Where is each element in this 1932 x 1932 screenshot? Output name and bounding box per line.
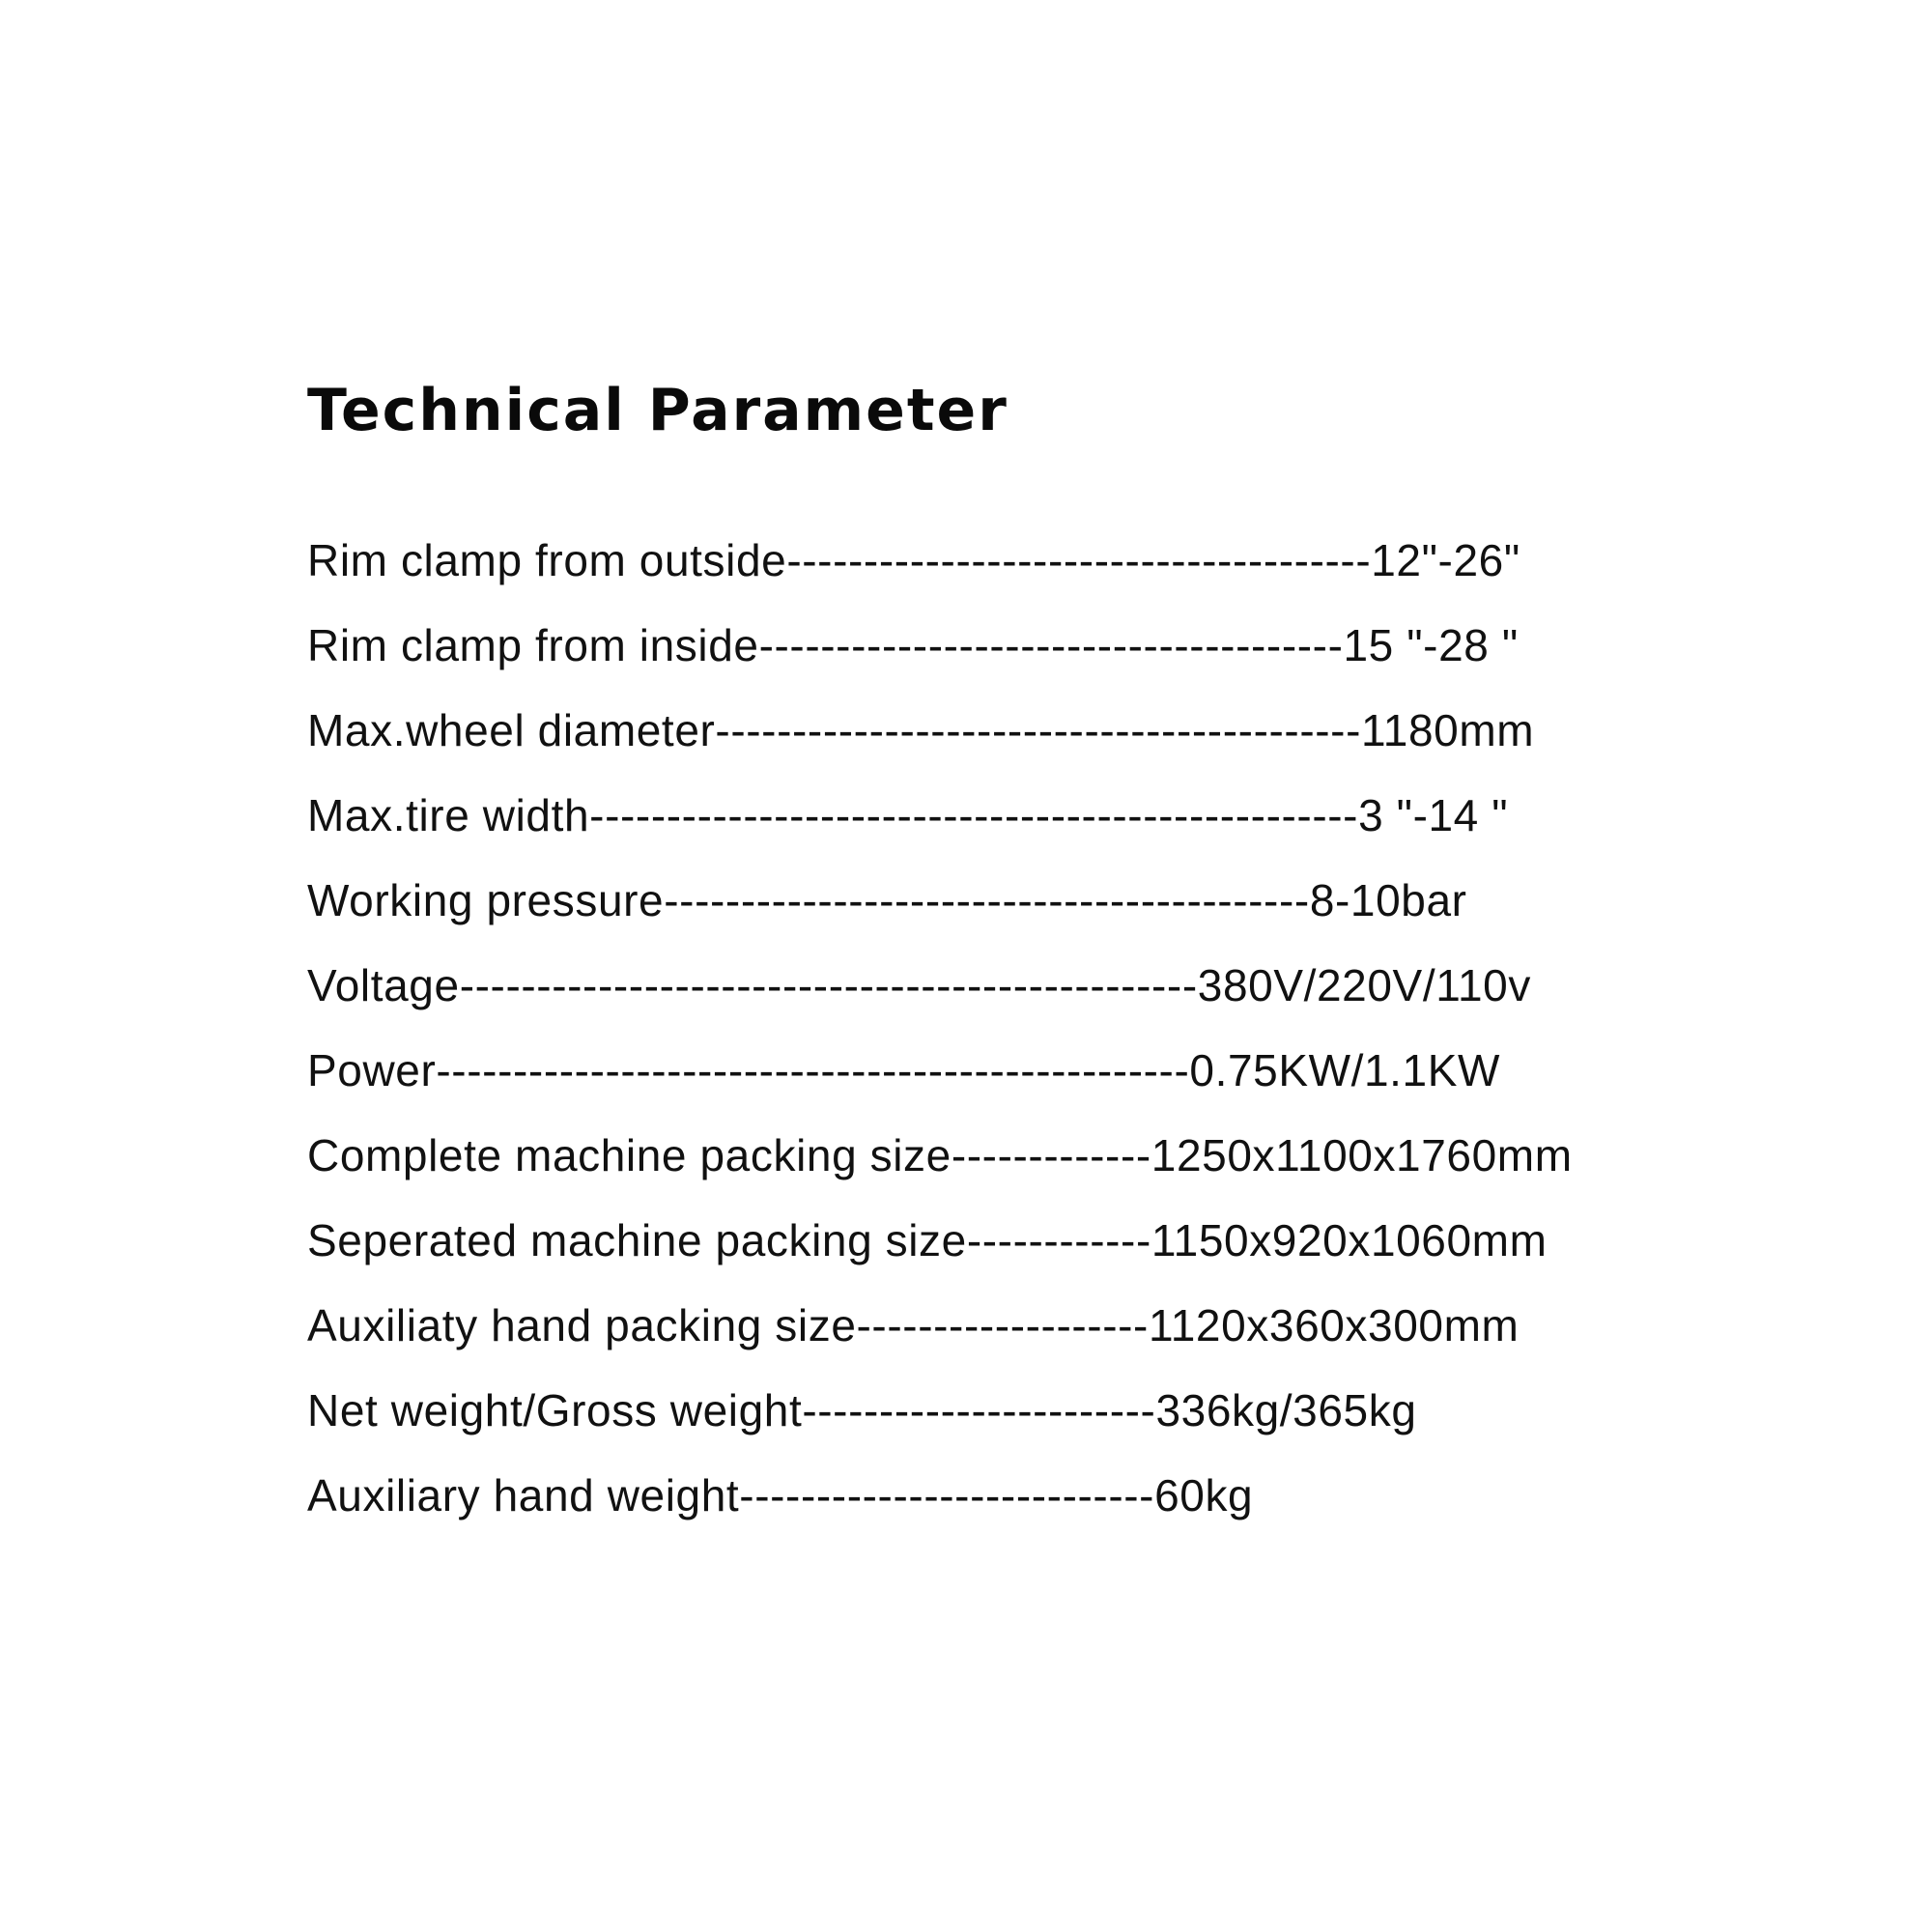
parameter-value: 8-10bar — [1309, 875, 1467, 925]
parameter-value: 380V/220V/110v — [1197, 960, 1531, 1010]
parameter-row-max-wheel-diameter — [307, 705, 1853, 793]
parameter-label: Max.wheel diameter — [307, 705, 716, 755]
parameter-label: Rim clamp from inside — [307, 620, 759, 670]
parameter-leader-dashes: --------------------------- — [739, 1470, 1155, 1520]
parameter-value: 3 "-14 " — [1358, 790, 1509, 840]
parameter-row-rim-clamp-inside — [307, 620, 1853, 708]
parameter-row-net-gross-weight — [307, 1385, 1853, 1473]
parameter-value: 1120x360x300mm — [1148, 1300, 1520, 1350]
parameter-row-auxiliary-hand-weight — [307, 1470, 1853, 1558]
parameter-leader-dashes: -------------------------------------------------- — [589, 790, 1359, 840]
parameter-row-rim-clamp-outside — [307, 535, 1853, 623]
parameter-leader-dashes: ------------- — [951, 1130, 1151, 1180]
parameter-label: Seperated machine packing size — [307, 1215, 967, 1265]
parameter-label: Voltage — [307, 960, 460, 1010]
parameter-value: 336kg/365kg — [1155, 1385, 1417, 1435]
parameter-label: Net weight/Gross weight — [307, 1385, 803, 1435]
parameter-label: Auxiliaty hand packing size — [307, 1300, 857, 1350]
parameter-value: 1250x1100x1760mm — [1151, 1130, 1573, 1180]
parameter-list — [307, 535, 1853, 1558]
parameter-leader-dashes: ------------------- — [856, 1300, 1149, 1350]
parameter-leader-dashes: ------------------------------------------------ — [459, 960, 1198, 1010]
parameter-label: Rim clamp from outside — [307, 535, 787, 585]
parameter-leader-dashes: ------------------------------------------ — [664, 875, 1310, 925]
parameter-leader-dashes: ------------------------------------------------- — [436, 1045, 1190, 1095]
parameter-value: 1180mm — [1361, 705, 1535, 755]
parameter-label: Complete machine packing size — [307, 1130, 952, 1180]
parameter-value: 1150x920x1060mm — [1151, 1215, 1548, 1265]
parameter-row-power — [307, 1045, 1853, 1133]
parameter-row-max-tire-width — [307, 790, 1853, 878]
parameter-row-auxiliary-hand-packing-size — [307, 1300, 1853, 1388]
parameter-value: 12"-26" — [1371, 535, 1520, 585]
parameter-leader-dashes: -------------------------------------- — [786, 535, 1372, 585]
parameter-label: Max.tire width — [307, 790, 590, 840]
parameter-value: 60kg — [1154, 1470, 1254, 1520]
parameter-row-complete-packing-size — [307, 1130, 1853, 1218]
parameter-label: Working pressure — [307, 875, 665, 925]
parameter-label: Power — [307, 1045, 437, 1095]
parameter-leader-dashes: -------------------------------------- — [758, 620, 1344, 670]
parameter-value: 0.75KW/1.1KW — [1189, 1045, 1501, 1095]
parameter-row-voltage — [307, 960, 1853, 1048]
parameter-row-separated-packing-size — [307, 1215, 1853, 1303]
document-title: Technical Parameter — [307, 377, 1009, 444]
parameter-leader-dashes: ------------ — [966, 1215, 1151, 1265]
parameter-leader-dashes: ----------------------- — [802, 1385, 1156, 1435]
parameter-row-working-pressure — [307, 875, 1853, 963]
parameter-label: Auxiliary hand weight — [307, 1470, 740, 1520]
parameter-value: 15 "-28 " — [1343, 620, 1519, 670]
technical-parameter-document — [307, 377, 1853, 1558]
parameter-leader-dashes: ------------------------------------------ — [715, 705, 1361, 755]
